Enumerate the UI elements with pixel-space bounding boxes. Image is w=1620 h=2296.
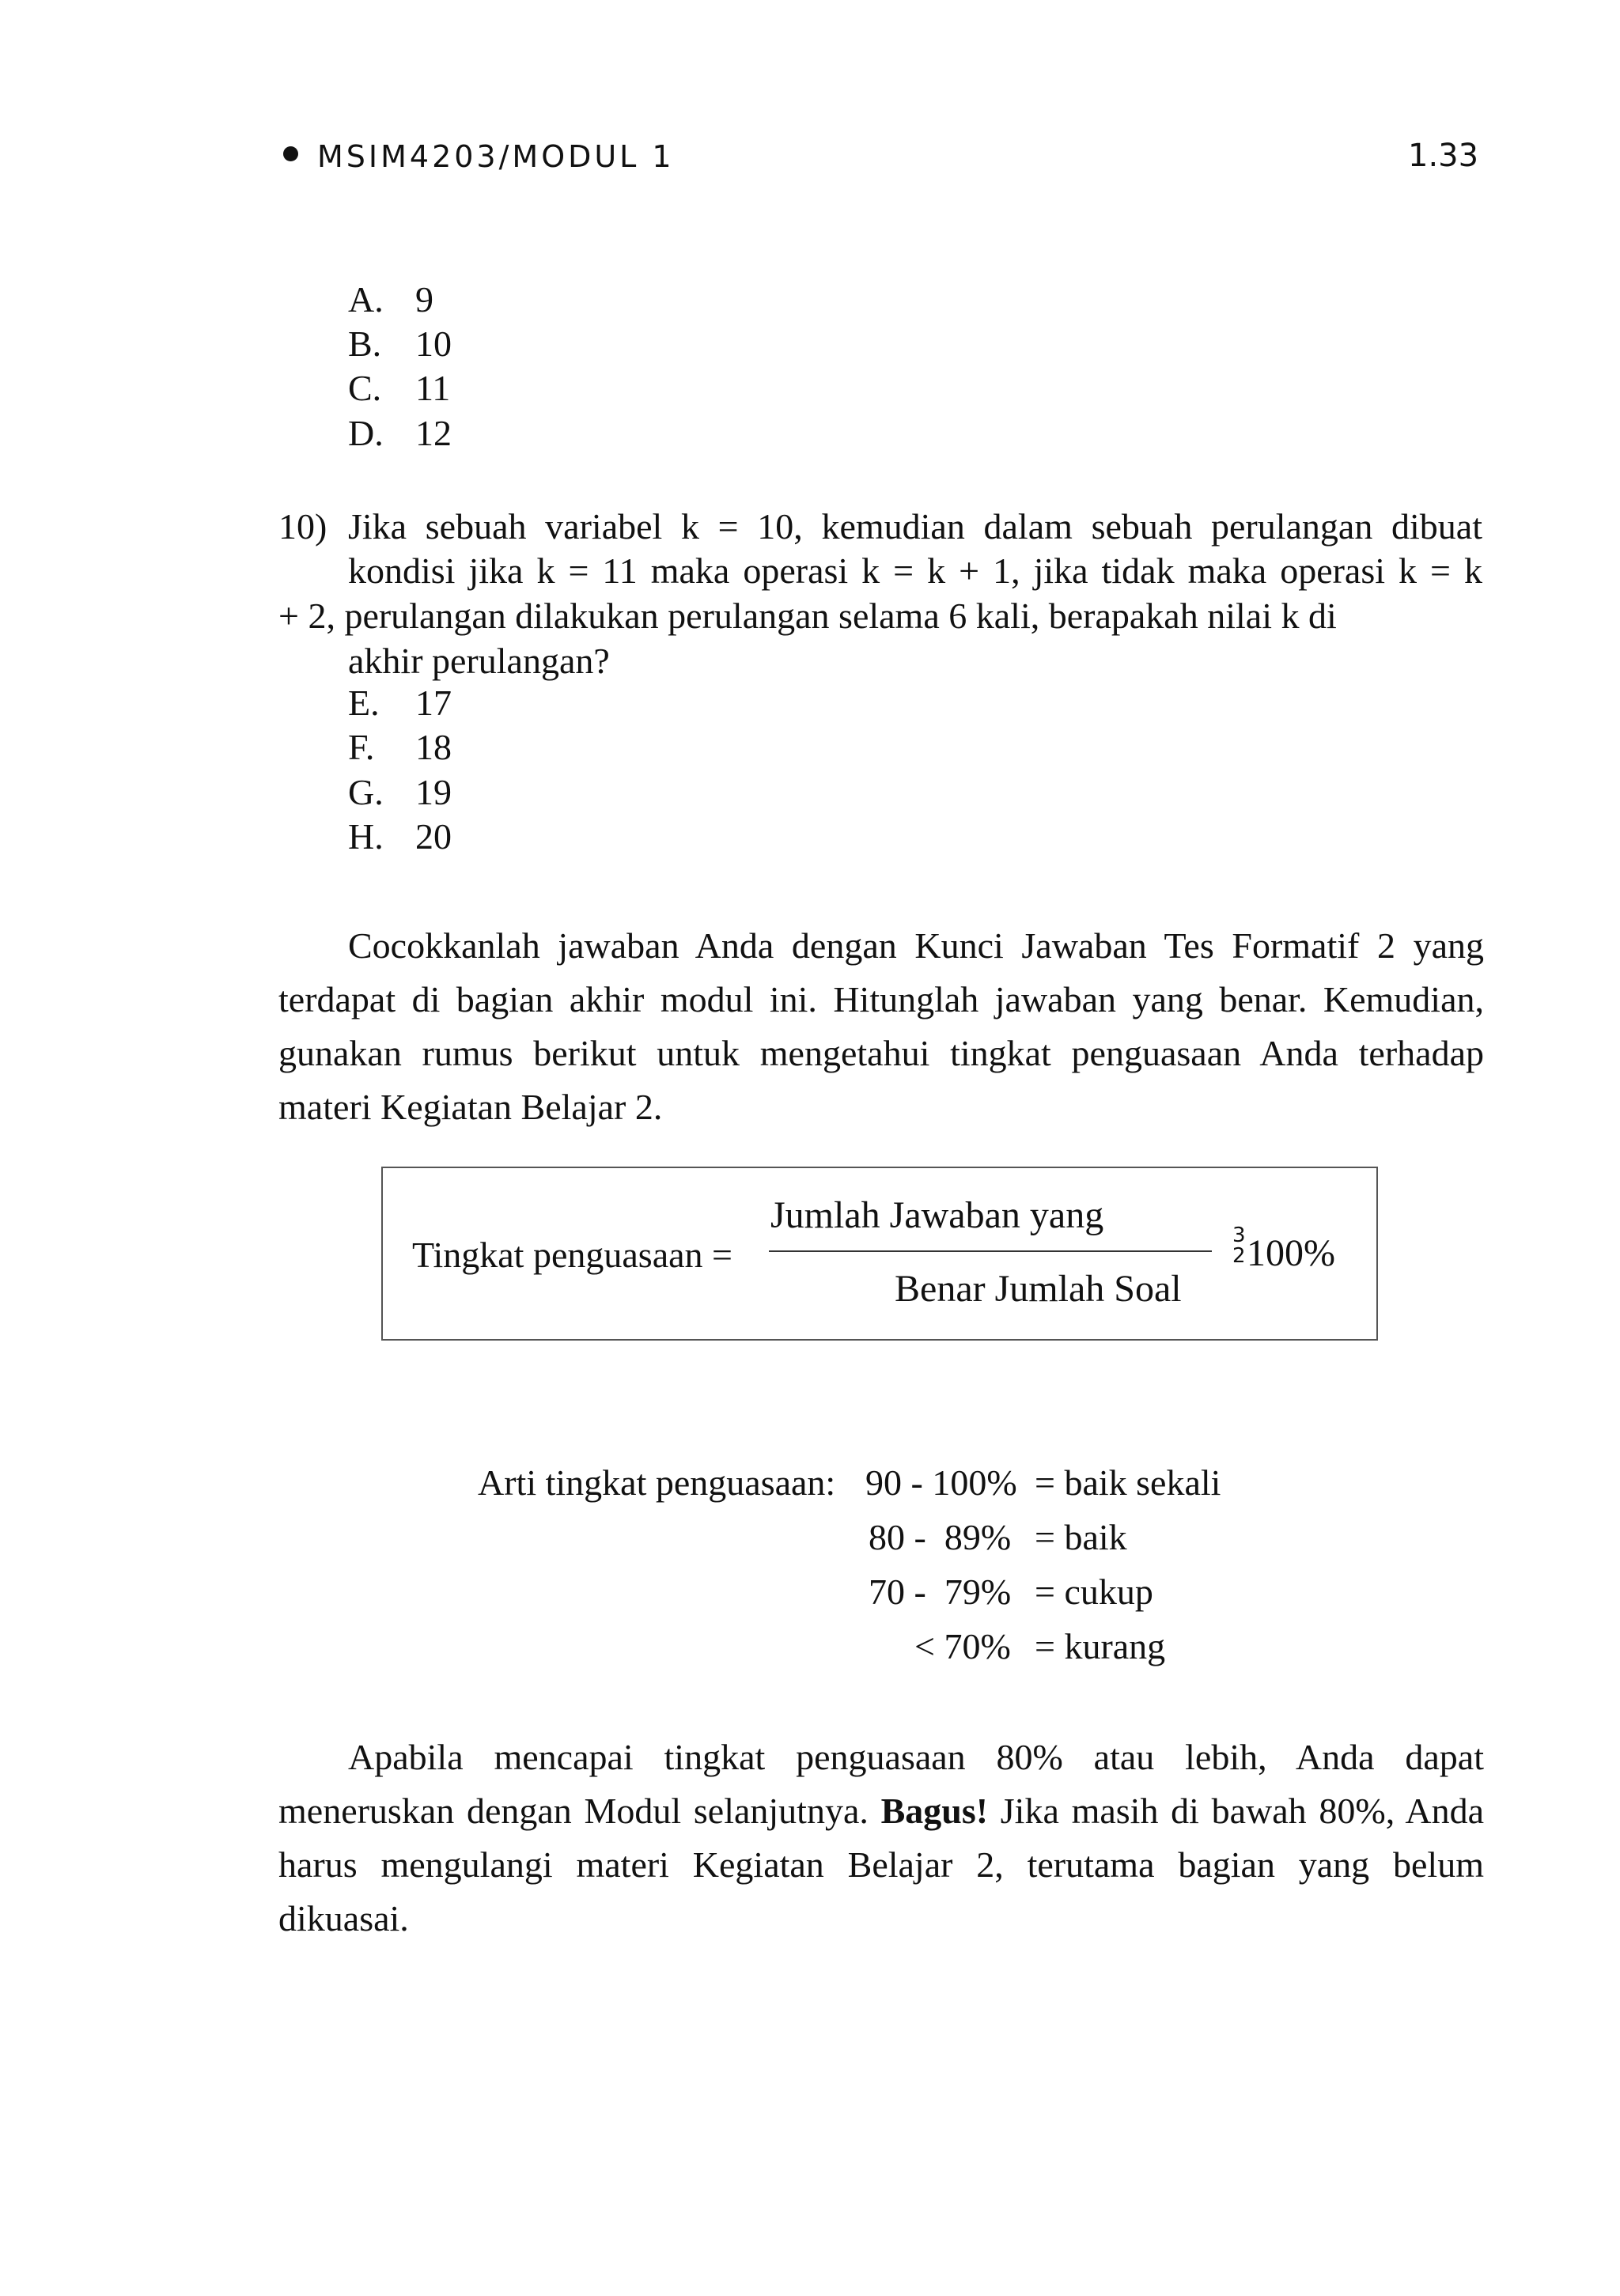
- option-letter-g: G.: [348, 772, 384, 812]
- closing-text-after: Jika masih di bawah 80%, Anda harus mengulangi materi Kegiatan Belajar 2, terutama bagian yang belum dikuasai.: [278, 1791, 1485, 1939]
- closing-paragraph: [278, 1731, 1484, 1946]
- closing-text-before: Apabila mencapai tingkat penguasaan 80% atau lebih, Anda dapat meneruskan dengan Modul selanjutnya.: [278, 1737, 1484, 1831]
- option-value-a: 9: [415, 279, 433, 320]
- question-line-3: + 2, perulangan dilakukan perulangan selama 6 kali, berapakah nilai k di: [278, 596, 1337, 636]
- option-letter-d: D.: [348, 413, 384, 453]
- legend-range-2: 80 - 89%: [869, 1517, 1012, 1557]
- option-value-b: 10: [415, 323, 452, 364]
- formula-label: Tingkat penguasaan =: [412, 1235, 732, 1275]
- legend-meaning-3: = cukup: [1035, 1572, 1153, 1612]
- formula-percent: 100%: [1247, 1232, 1335, 1274]
- option-letter-h: H.: [348, 816, 384, 857]
- page-number: 1.33: [1408, 138, 1479, 174]
- legend-range-4: < 70%: [914, 1626, 1011, 1666]
- formula-denominator: Benar Jumlah Soal: [895, 1268, 1182, 1310]
- formula-box: [381, 1167, 1378, 1341]
- legend-meaning-2: = baik: [1035, 1517, 1127, 1557]
- legend-meaning-1: = baik sekali: [1035, 1462, 1221, 1503]
- closing-bold-text: Bagus!: [880, 1791, 989, 1831]
- legend-meaning-4: = kurang: [1035, 1626, 1166, 1666]
- legend-label: Arti tingkat penguasaan:: [478, 1462, 836, 1503]
- option-value-g: 19: [415, 772, 452, 812]
- option-letter-e: E.: [348, 683, 380, 723]
- option-letter-b: B.: [348, 323, 382, 364]
- legend-range-3: 70 - 79%: [869, 1572, 1012, 1612]
- question-number: 10): [278, 506, 327, 547]
- formula-superscript: 3: [1232, 1224, 1246, 1247]
- option-value-d: 12: [415, 413, 452, 453]
- question-line-4: akhir perulangan?: [348, 641, 610, 681]
- option-letter-f: F.: [348, 727, 375, 767]
- option-letter-a: A.: [348, 279, 384, 320]
- header-bullet-icon: [283, 146, 298, 161]
- instruction-paragraph: [278, 919, 1484, 1134]
- formula-numerator: Jumlah Jawaban yang: [770, 1194, 1104, 1236]
- module-title: MSIM4203/MODUL 1: [317, 139, 675, 174]
- option-value-c: 11: [415, 368, 451, 408]
- option-value-h: 20: [415, 816, 452, 857]
- instruction-text: Cocokkanlah jawaban Anda dengan Kunci Jawaban Tes Formatif 2 yang terdapat di bagian akhir modul ini. Hitunglah jawaban yang benar. Kemudian, gunakan rumus berikut untuk mengetahui tingkat penguasaan Anda terhadap materi Kegiatan Belajar 2.: [278, 925, 1484, 1127]
- option-value-e: 17: [415, 683, 452, 723]
- fraction-bar: [769, 1250, 1212, 1252]
- formula-subscript: 2: [1232, 1244, 1246, 1268]
- question-line-1: Jika sebuah variabel k = 10, kemudian dalam sebuah perulangan dibuat: [348, 506, 1482, 547]
- option-value-f: 18: [415, 727, 452, 767]
- option-letter-c: C.: [348, 368, 382, 408]
- legend-range-1: 90 - 100%: [865, 1462, 1017, 1503]
- question-line-2: kondisi jika k = 11 maka operasi k = k + 1, jika tidak maka operasi k = k: [348, 550, 1482, 591]
